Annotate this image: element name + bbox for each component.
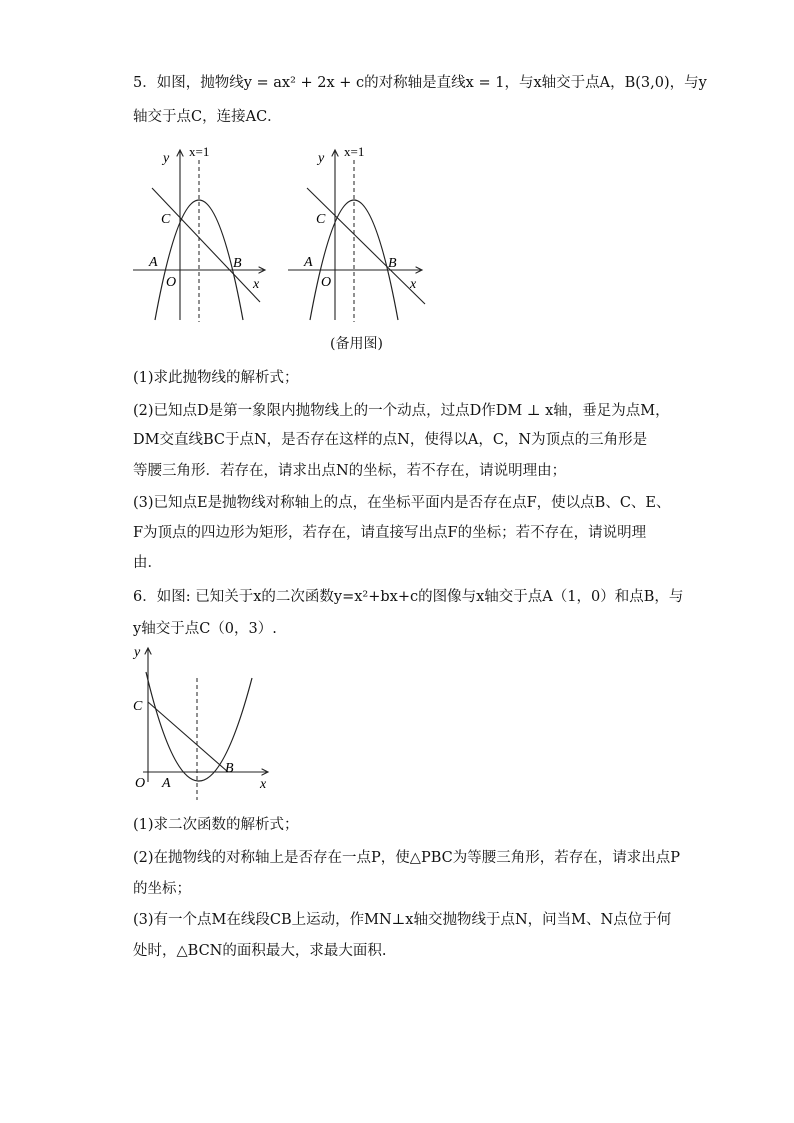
label-x: x <box>410 277 417 292</box>
q5-part3-line1: (3)已知点E是抛物线对称轴上的点，在坐标平面内是否存在点F，使以点B、C、E、 <box>133 495 671 511</box>
label-A: A <box>304 255 313 270</box>
label-y: y <box>134 645 141 660</box>
q5-part2-line2: DM交直线BC于点N，是否存在这样的点N，使得以A，C，N为顶点的三角形是 <box>133 432 648 448</box>
q5-part2-line3: 等腰三角形．若存在，请求出点N的坐标，若不存在，请说明理由； <box>133 463 567 479</box>
q6-part2-line1: (2)在抛物线的对称轴上是否存在一点P，使△PBC为等腰三角形，若存在，请求出点P <box>133 850 680 866</box>
label-C: C <box>133 699 143 714</box>
label-A: A <box>149 255 158 270</box>
label-C: C <box>316 212 326 227</box>
q5-part3-line2: F为顶点的四边形为矩形，若存在，请直接写出点F的坐标；若不存在，请说明理 <box>133 525 647 541</box>
label-O: O <box>135 776 146 791</box>
q6-part3-line1: (3)有一个点M在线段CB上运动，作MN⊥x轴交抛物线于点N，问当M、N点位于何 <box>133 912 672 928</box>
label-A: A <box>162 776 171 791</box>
q5-stem-line2: 轴交于点C，连接AC． <box>133 109 282 125</box>
label-O: O <box>166 275 177 290</box>
label-B: B <box>388 256 397 271</box>
parabola <box>146 672 252 781</box>
q5-part1: (1)求此抛物线的解析式； <box>133 370 299 386</box>
q5-stem-line1: 5．如图，抛物线y = ax² + 2x + c的对称轴是直线x = 1，与x轴交于点A，B(3,0)，与y <box>133 75 707 91</box>
q5-part3-line3: 由． <box>133 555 162 571</box>
label-x1: x=1 <box>344 144 365 159</box>
q6-part2-line2: 的坐标； <box>133 881 191 897</box>
q6-stem-line2: y轴交于点C（0，3）. <box>133 621 277 637</box>
label-x: x <box>260 777 267 792</box>
label-x: x <box>253 277 260 292</box>
label-B: B <box>233 256 242 271</box>
q6-part3-line2: 处时，△BCN的面积最大，求最大面积. <box>133 943 387 959</box>
label-O: O <box>321 275 332 290</box>
q6-figure <box>128 642 278 804</box>
line-cb <box>148 702 228 772</box>
q6-part1: (1)求二次函数的解析式； <box>133 817 299 833</box>
q5-part2-line1: (2)已知点D是第一象限内抛物线上的一个动点，过点D作DM ⊥ x轴，垂足为点M， <box>133 403 670 419</box>
q5-figure-backup <box>280 140 430 325</box>
q5-figure-caption: (备用图) <box>330 336 383 352</box>
label-C: C <box>161 212 171 227</box>
label-B: B <box>225 761 234 776</box>
label-y: y <box>163 151 170 166</box>
label-y: y <box>318 151 325 166</box>
q5-figure-main <box>125 140 275 325</box>
label-x1: x=1 <box>189 144 210 159</box>
q6-stem-line1: 6．如图: 已知关于x的二次函数y=x²+bx+c的图像与x轴交于点A（1，0）和点B，与 <box>133 589 684 605</box>
